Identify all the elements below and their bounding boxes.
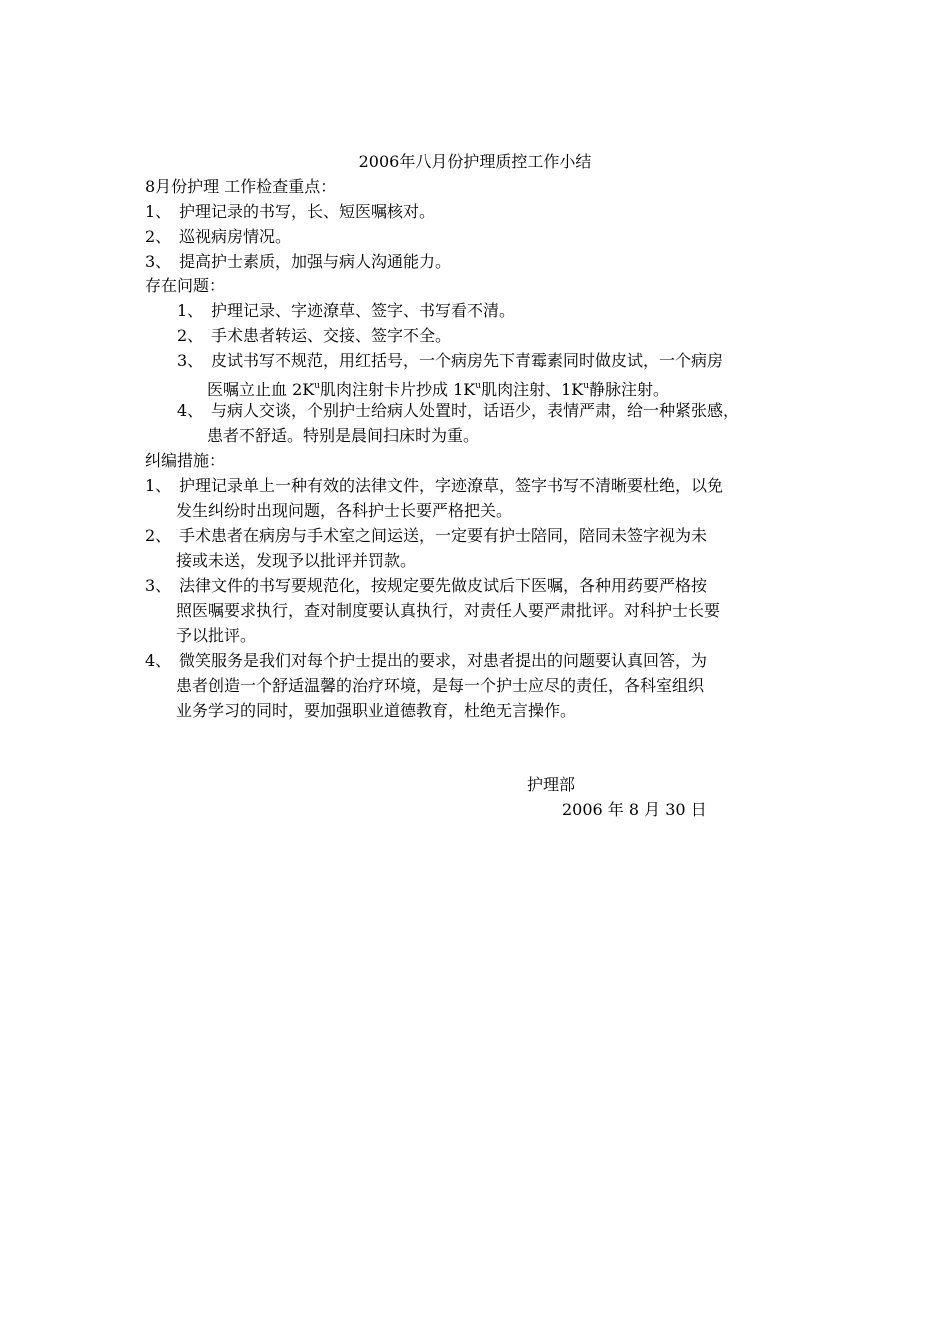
item-text: 手术患者转运、交接、签字不全。 <box>211 326 452 345</box>
measure-item-continuation: 予以批评。 <box>176 626 257 645</box>
problem-item-continuation <box>207 374 669 398</box>
item-text: 护理记录的书写，长、短医嘱核对。 <box>179 202 436 221</box>
item-number: 2、 <box>145 227 172 246</box>
focus-heading: 8月份护理 工作检查重点： <box>145 177 337 196</box>
item-text: 提高护士素质，加强与病人沟通能力。 <box>179 252 452 271</box>
item-text: 巡视病房情况。 <box>179 227 292 246</box>
document-title: 2006年八月份护理质控工作小结 <box>358 152 592 171</box>
item-number: 3、 <box>177 351 204 370</box>
focus-item <box>145 200 435 224</box>
item-number: 4、 <box>177 401 204 420</box>
problem-item <box>177 349 723 373</box>
text-segment: 肌肉注射、1K <box>481 380 584 399</box>
item-text: 皮试书写不规范，用红括号，一个病房先下青霉素同时做皮试，一个病房 <box>211 351 724 370</box>
text-segment: 肌肉注射卡片抄成 1K <box>320 380 476 399</box>
signature-department: 护理部 <box>527 775 576 794</box>
text-segment: 医嘱立止血 2K <box>207 380 315 399</box>
item-number: 2、 <box>145 526 172 545</box>
problem-item <box>177 299 515 323</box>
measure-item-continuation: 接或未送，发现予以批评并罚款。 <box>176 551 417 570</box>
measure-item-continuation: 照医嘱要求执行，查对制度要认真执行，对责任人要严肃批评。对科护士长要 <box>176 601 721 620</box>
item-number: 1、 <box>145 202 172 221</box>
measures-heading: 纠编措施： <box>145 451 226 470</box>
item-number: 1、 <box>145 476 172 495</box>
item-number: 3、 <box>145 576 172 595</box>
text-segment: 静脉注射。 <box>589 380 670 399</box>
focus-item <box>145 225 291 249</box>
measure-item-continuation: 发生纠纷时出现问题，各科护士长要严格把关。 <box>176 501 513 520</box>
item-number: 4、 <box>145 651 172 670</box>
item-text: 微笑服务是我们对每个护士提出的要求，对患者提出的问题要认真回答，为 <box>179 651 708 670</box>
problem-item <box>177 324 451 348</box>
item-number: 2、 <box>177 326 204 345</box>
item-text: 护理记录、字迹潦草、签字、书写看不清。 <box>211 301 516 320</box>
problem-item-continuation: 患者不舒适。特别是晨间扫床时为重。 <box>207 426 480 445</box>
measure-item-continuation: 患者创造一个舒适温馨的治疗环境，是每一个护士应尽的责任，各科室组织 <box>176 676 705 695</box>
superscript-unit: u <box>583 381 589 391</box>
superscript-unit: u <box>475 381 482 391</box>
measure-item <box>145 649 707 673</box>
measure-item-continuation: 业务学习的同时，要加强职业道德教育，杜绝无言操作。 <box>176 701 577 720</box>
measure-item <box>145 524 707 548</box>
item-text: 手术患者在病房与手术室之间运送，一定要有护士陪同，陪同未签字视为未 <box>179 526 708 545</box>
problems-heading: 存在问题： <box>145 276 226 295</box>
item-text: 护理记录单上一种有效的法律文件，字迹潦草，签字书写不清晰要杜绝，以免 <box>179 476 724 495</box>
superscript-unit: u <box>314 381 321 391</box>
item-number: 1、 <box>177 301 204 320</box>
signature-date: 2006 年 8 月 30 日 <box>562 800 707 819</box>
item-text: 法律文件的书写要规范化，按规定要先做皮试后下医嘱，各种用药要严格按 <box>179 576 708 595</box>
problem-item <box>177 399 739 423</box>
item-number: 3、 <box>145 252 172 271</box>
measure-item <box>145 574 707 598</box>
item-text: 与病人交谈，个别护士给病人处置时，话语少，表情严肃，给一种紧张感， <box>211 401 740 420</box>
measure-item <box>145 474 723 498</box>
focus-item <box>145 250 451 274</box>
